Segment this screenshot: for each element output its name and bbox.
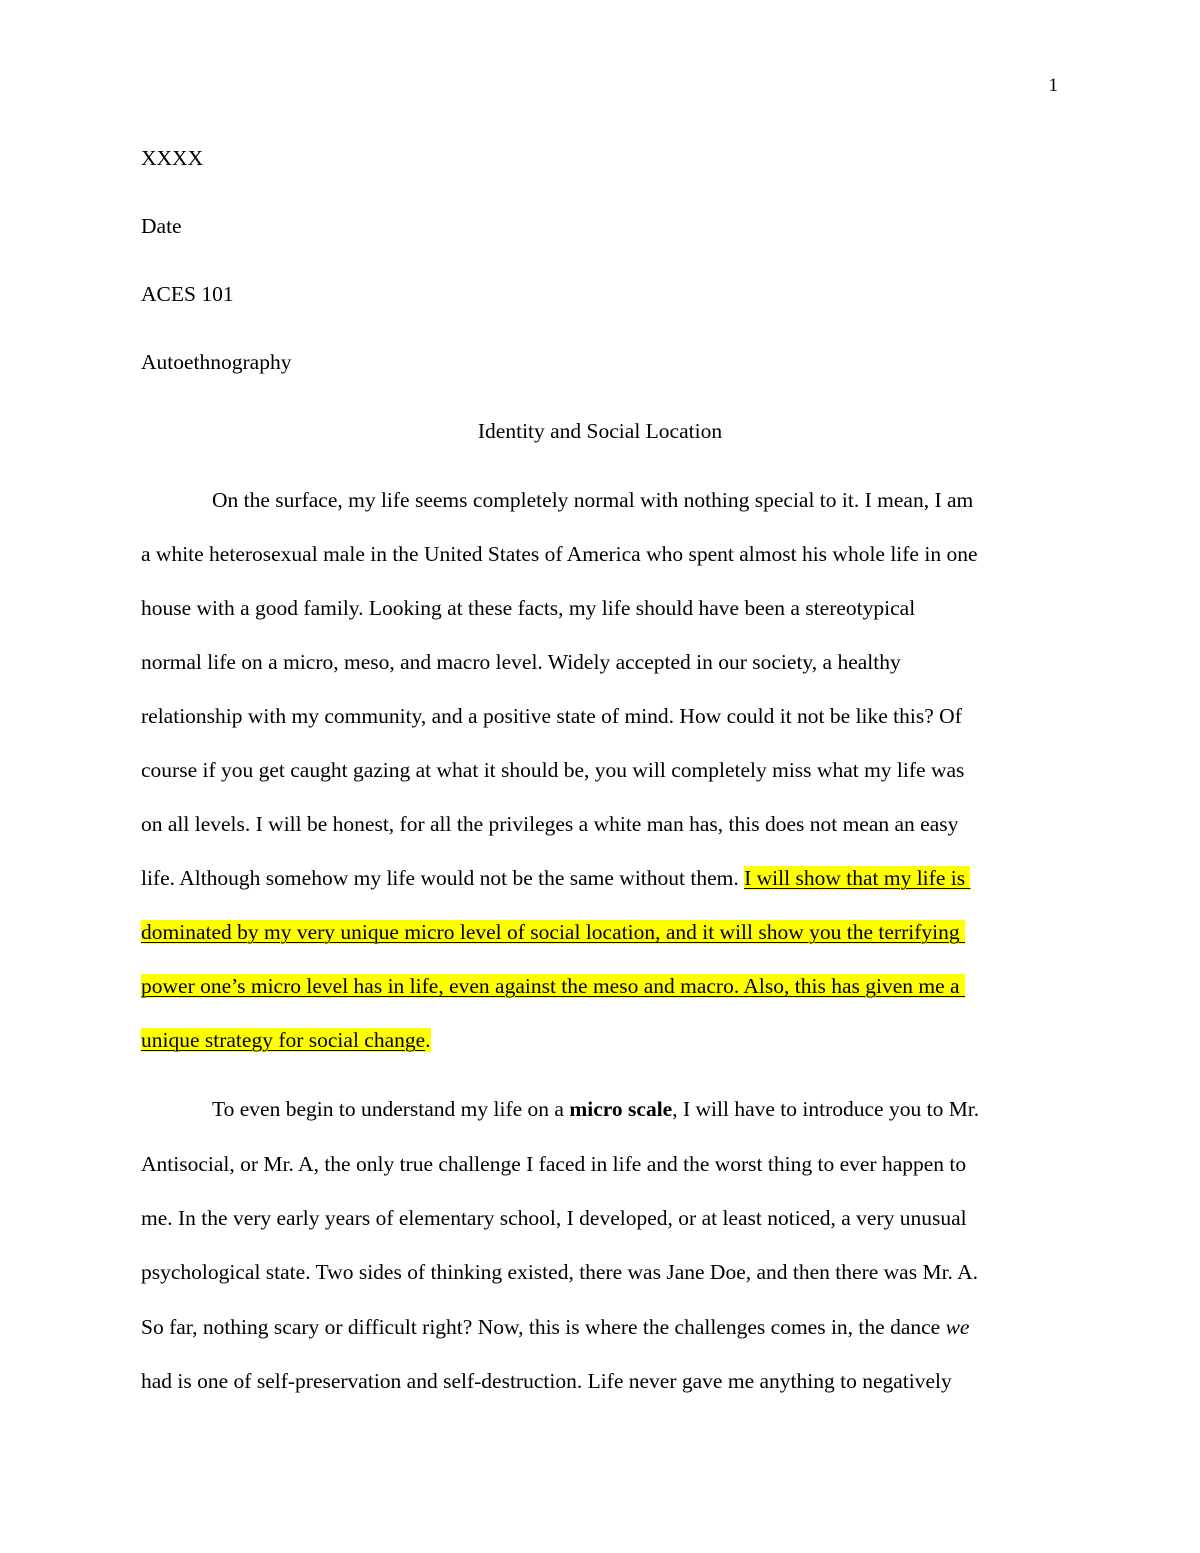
plain-text: So far, nothing scary or difficult right? Now, this is where the challenges comes in, the dance: [141, 1315, 946, 1339]
paragraph2-line: me. In the very early years of elementary school, I developed, or at least noticed, a very unusual: [141, 1206, 967, 1230]
course-line: ACES 101: [141, 282, 234, 306]
paragraph2-line: Antisocial, or Mr. A, the only true challenge I faced in life and the worst thing to ever happen to: [141, 1152, 967, 1176]
paragraph1-line: [141, 1028, 431, 1052]
paragraph1-line: normal life on a micro, meso, and macro level. Widely accepted in our society, a healthy: [141, 650, 901, 674]
paragraph1-line: [141, 920, 965, 944]
page-number: 1: [1048, 75, 1058, 96]
paragraph1-line: course if you get caught gazing at what it should be, you will completely miss what my life was: [141, 758, 965, 782]
document-title: Identity and Social Location: [477, 419, 723, 443]
plain-text: life. Although somehow my life would not be the same without them.: [141, 866, 745, 890]
thesis-highlight: power one’s micro level has in life, even against the meso and macro. Also, this has given me a: [141, 974, 965, 998]
thesis-highlight: unique strategy for social change: [141, 1028, 426, 1052]
paragraph1-line: [141, 974, 965, 998]
assignment-line: Autoethnography: [141, 350, 292, 374]
plain-text: .: [425, 1028, 431, 1052]
bold-term: micro scale: [569, 1097, 673, 1121]
paragraph1-line: on all levels. I will be honest, for all the privileges a white man has, this does not mean an easy: [141, 812, 959, 836]
thesis-highlight: dominated by my very unique micro level of social location, and it will show you the terrifying: [141, 920, 965, 944]
plain-text: To even begin to understand my life on a: [212, 1097, 570, 1121]
paragraph2-line: [212, 1097, 979, 1121]
paragraph2-line: [141, 1315, 969, 1339]
italic-term: we: [945, 1315, 970, 1339]
paragraph1-line: [141, 866, 970, 890]
plain-text: , I will have to introduce you to Mr.: [672, 1097, 980, 1121]
date-line: Date: [141, 214, 182, 238]
author-name: XXXX: [141, 146, 204, 170]
paragraph1-line: On the surface, my life seems completely normal with nothing special to it. I mean, I am: [212, 488, 974, 512]
paragraph2-line: had is one of self-preservation and self-destruction. Life never gave me anything to negatively: [141, 1369, 952, 1393]
paragraph1-line: a white heterosexual male in the United States of America who spent almost his whole life in one: [141, 542, 978, 566]
paragraph1-line: house with a good family. Looking at these facts, my life should have been a stereotypical: [141, 596, 916, 620]
paragraph2-line: psychological state. Two sides of thinking existed, there was Jane Doe, and then there was Mr. A.: [141, 1260, 979, 1284]
paragraph1-line: relationship with my community, and a positive state of mind. How could it not be like this? Of: [141, 704, 962, 728]
thesis-highlight: I will show that my life is: [744, 866, 971, 890]
